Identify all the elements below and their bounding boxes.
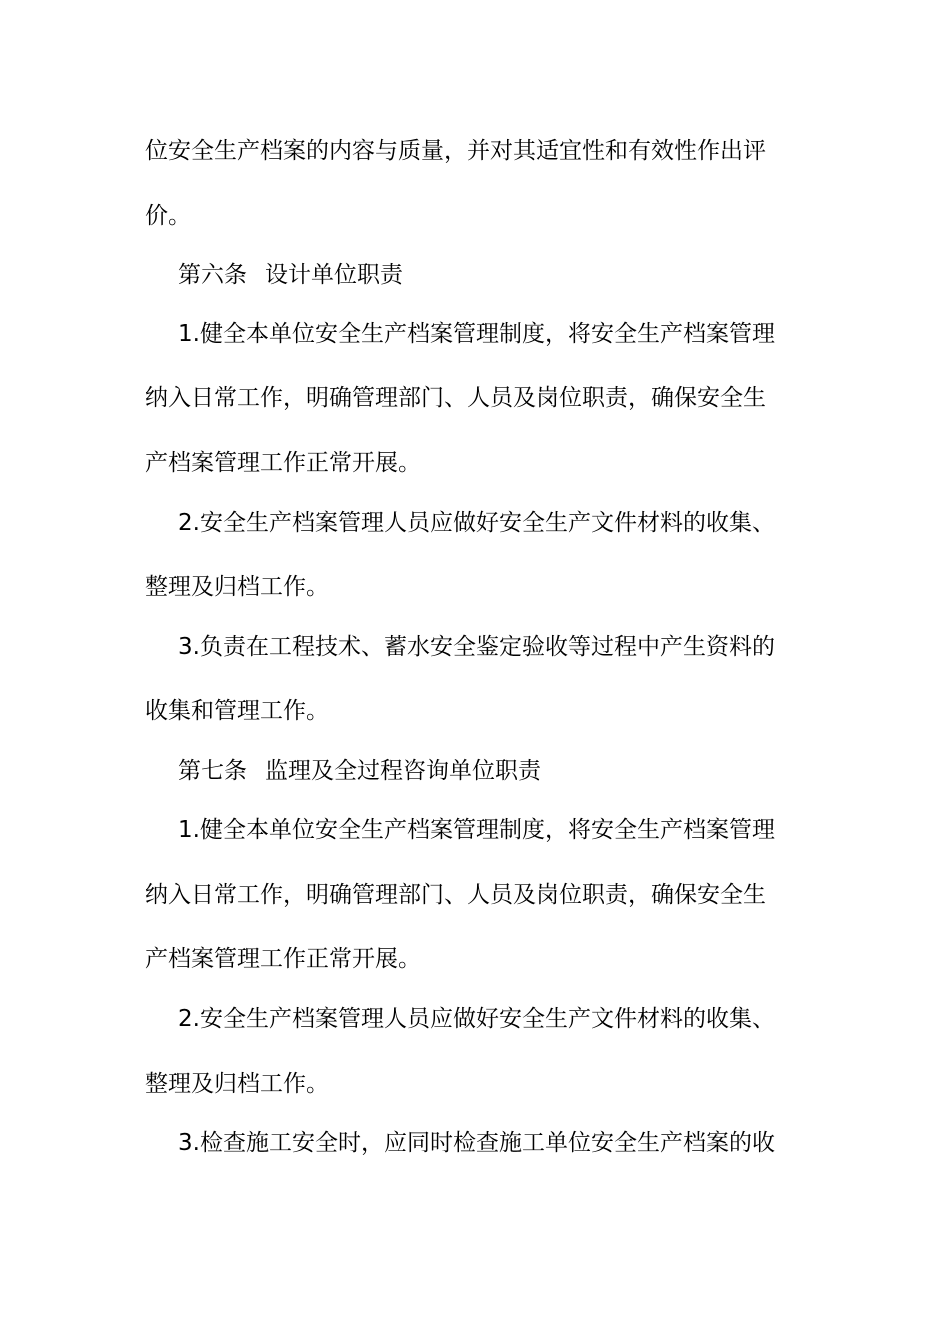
text-line: 1.健全本单位安全生产档案管理制度，将安全生产档案管理 [178,817,775,843]
text-line: 价。 [145,203,191,229]
article-heading [178,751,809,791]
article-title: 监理及全过程咨询单位职责 [265,758,541,784]
article-heading [178,255,809,295]
text-line: 1.健全本单位安全生产档案管理制度，将安全生产档案管理 [178,321,775,347]
text-line: 2.安全生产档案管理人员应做好安全生产文件材料的收集、 [178,510,775,536]
article-number: 第六条 [178,262,247,288]
text-line: 位安全生产档案的内容与质量，并对其适宜性和有效性作出评 [145,138,766,164]
text-line: 收集和管理工作。 [145,698,329,724]
text-line: 纳入日常工作，明确管理部门、人员及岗位职责，确保安全生 [145,882,766,908]
text-line: 产档案管理工作正常开展。 [145,450,421,476]
text-line: 产档案管理工作正常开展。 [145,946,421,972]
article-title: 设计单位职责 [265,262,403,288]
text-line: 3.负责在工程技术、蓄水安全鉴定验收等过程中产生资料的 [178,634,775,660]
text-line: 2.安全生产档案管理人员应做好安全生产文件材料的收集、 [178,1006,775,1032]
text-line: 整理及归档工作。 [145,1071,329,1097]
text-line: 3.检查施工安全时，应同时检查施工单位安全生产档案的收 [178,1130,775,1156]
text-line: 整理及归档工作。 [145,574,329,600]
text-line: 纳入日常工作，明确管理部门、人员及岗位职责，确保安全生 [145,385,766,411]
article-number: 第七条 [178,758,247,784]
